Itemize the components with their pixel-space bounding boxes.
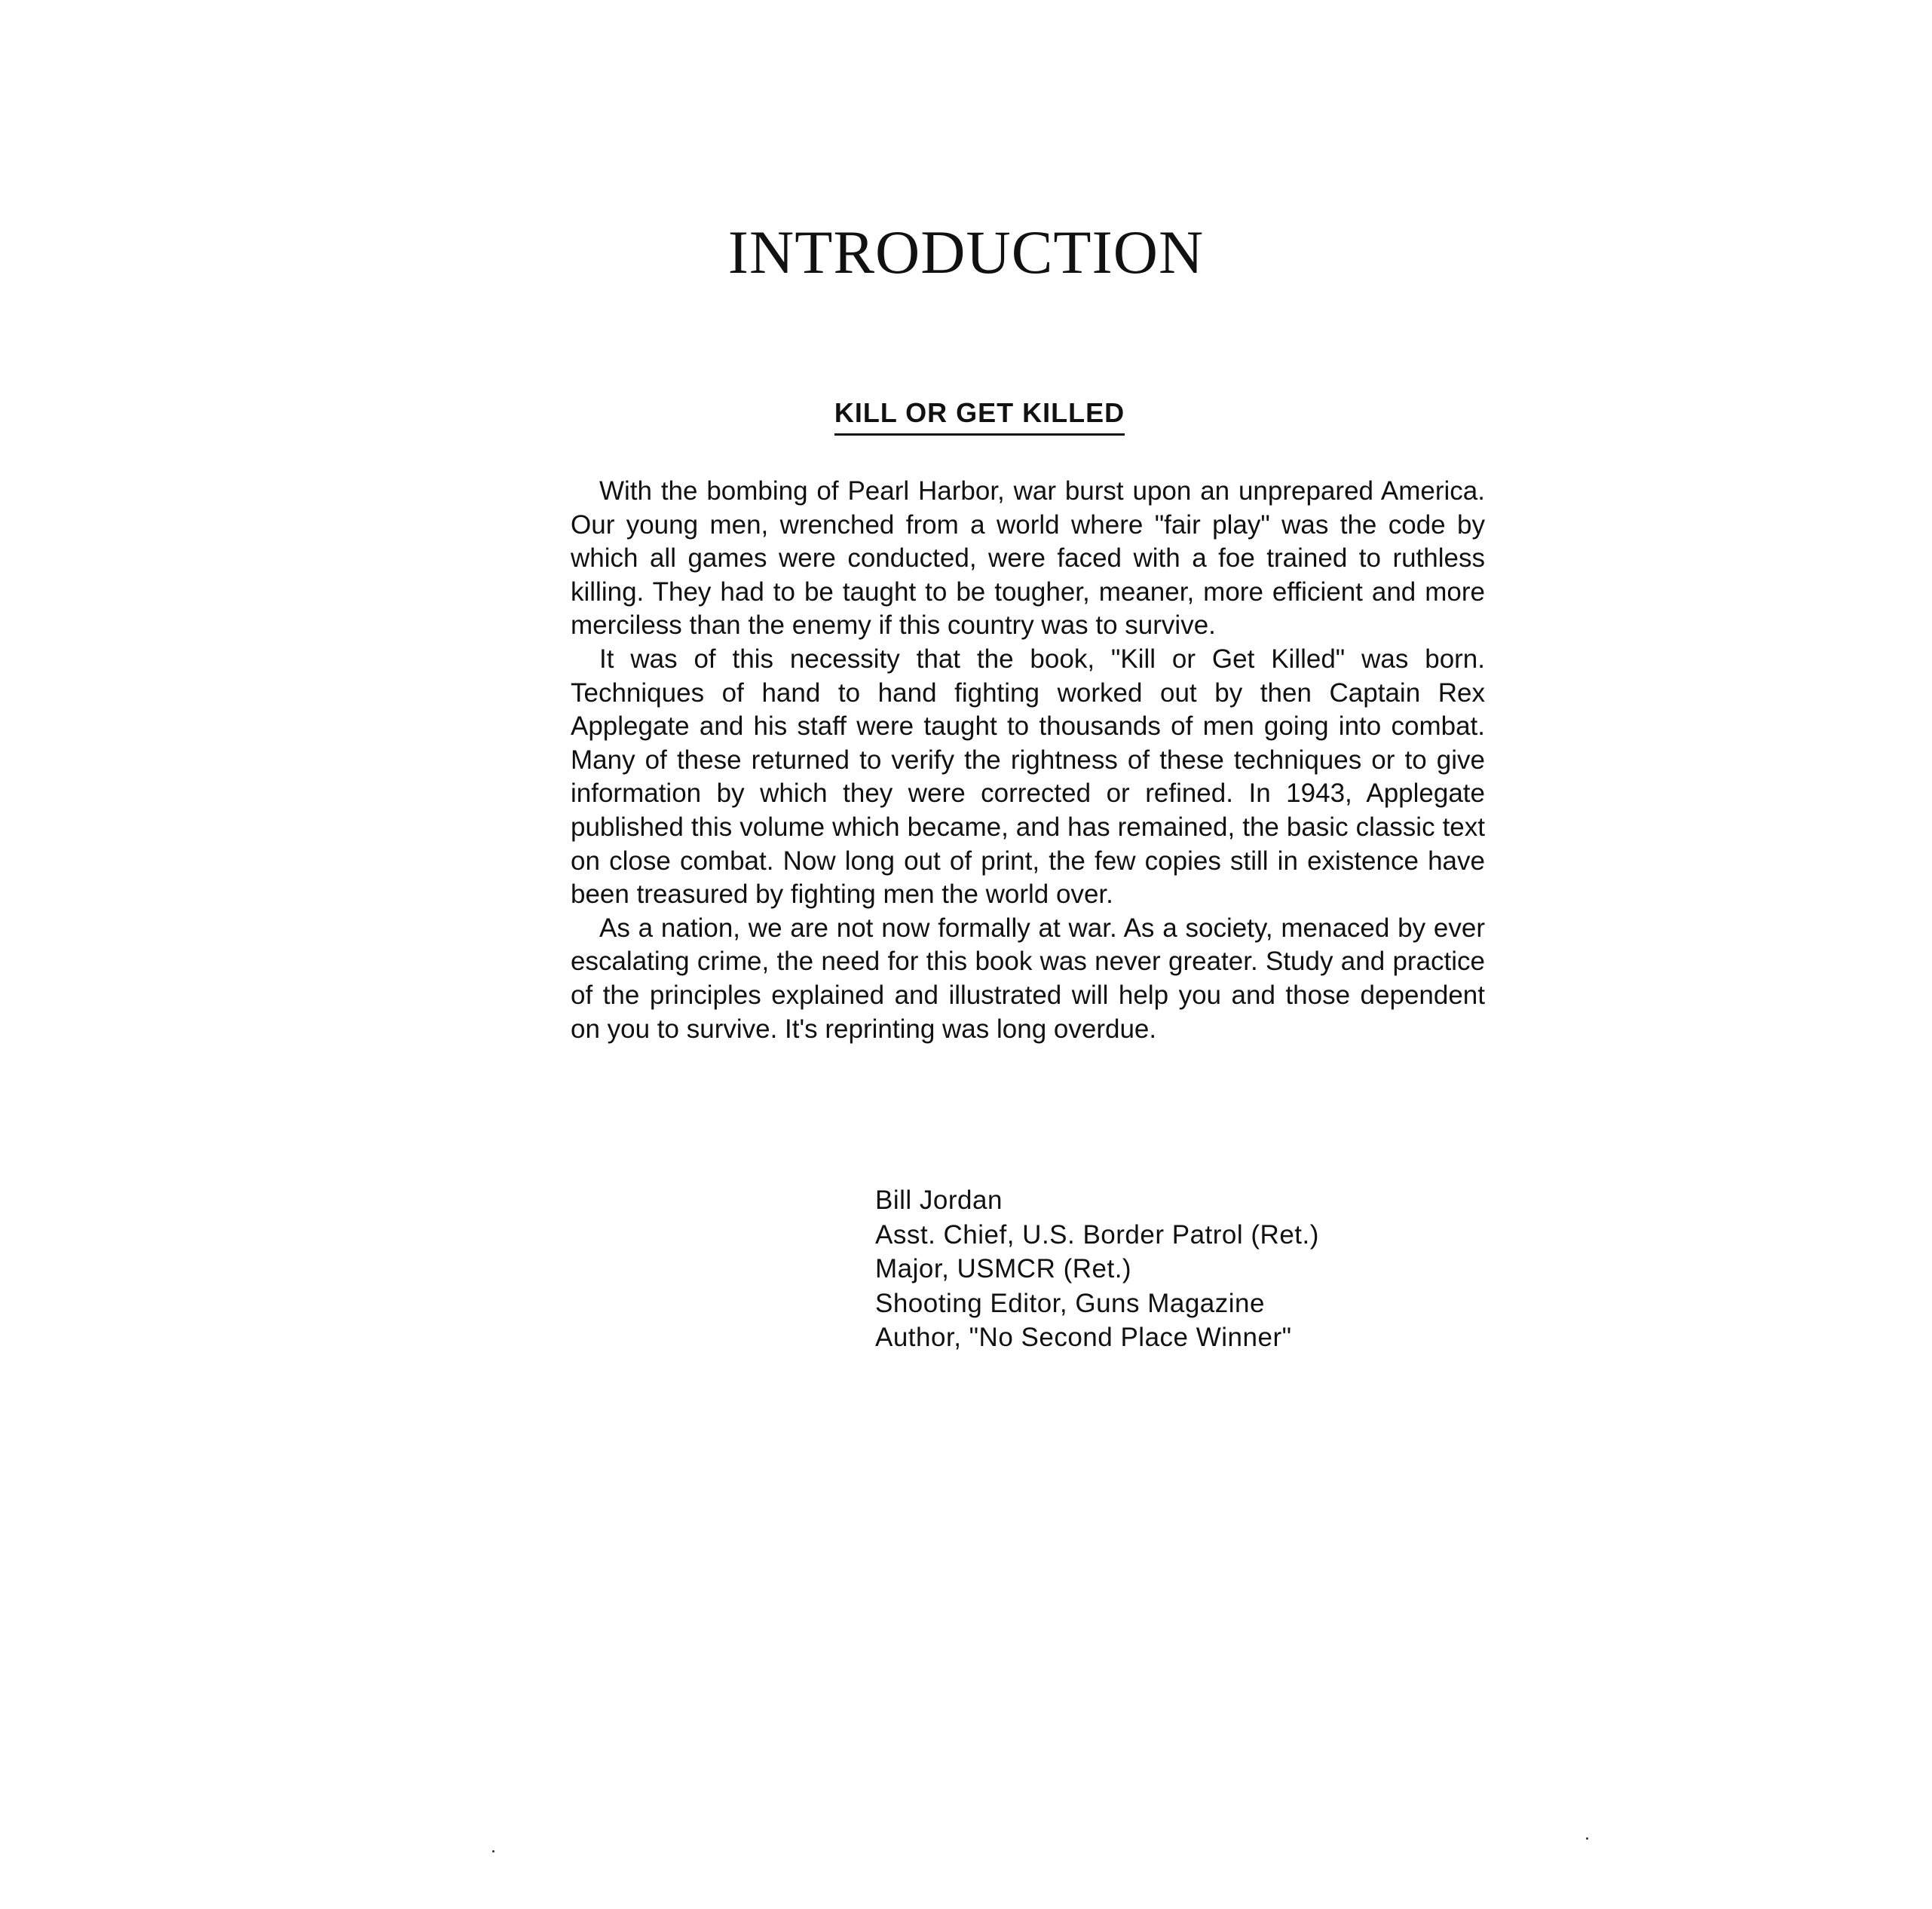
section-heading-text: KILL OR GET KILLED	[834, 397, 1125, 436]
paragraph: It was of this necessity that the book, "Kill or Get Killed" was born. Techniques of hand to hand fighting worked out by then Captain Rex Applegate and his staff were taught to thousands of men going into combat. Many of these returned to verify the rightness of these techniques or to give information by which they were corrected or refined. In 1943, Applegate published this volume which became, and has remained, the basic classic text on close combat. Now long out of print, the few copies still in existence have been treasured by fighting men the world over.	[571, 644, 1485, 910]
scan-speck	[1586, 1837, 1588, 1840]
section-heading	[0, 397, 1932, 436]
page-title: INTRODUCTION	[727, 218, 1205, 286]
scan-speck	[492, 1850, 494, 1852]
signature-line: Author, "No Second Place Winner"	[875, 1323, 1292, 1352]
signature-line: Major, USMCR (Ret.)	[875, 1254, 1132, 1283]
signature-block	[875, 1183, 1448, 1355]
paragraph: As a nation, we are not now formally at war. As a society, menaced by ever escalating crime, the need for this book was never greater. Study and practice of the principles explained and illustrated will help you and those dependent on you to survive. It's reprinting was long overdue.	[571, 913, 1485, 1044]
signature-name: Bill Jordan	[875, 1185, 1003, 1215]
paragraph: With the bombing of Pearl Harbor, war burst upon an unprepared America. Our young men, wrenched from a world where "fair play" was the code by which all games were conducted, were faced with a foe trained to ruthless killing. They had to be taught to be tougher, meaner, more efficient and more merciless than the enemy if this country was to survive.	[571, 476, 1485, 641]
body-text	[571, 475, 1485, 1046]
signature-line: Asst. Chief, U.S. Border Patrol (Ret.)	[875, 1219, 1319, 1250]
signature-line: Shooting Editor, Guns Magazine	[875, 1288, 1265, 1318]
